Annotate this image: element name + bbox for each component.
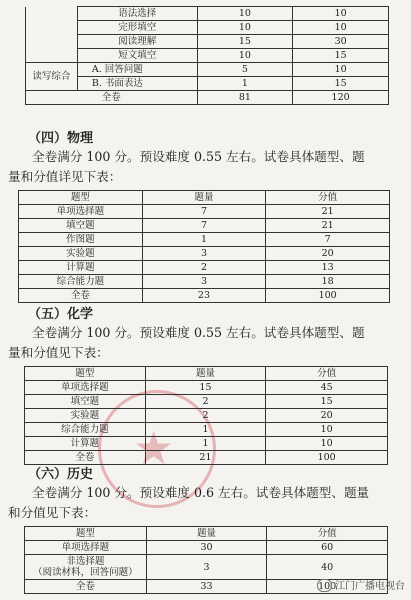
table-cell: 1 [142,233,266,247]
table-cell: 7 [142,205,266,219]
table-cell: 全卷 [25,451,146,465]
table-cell: 40 [267,555,388,580]
table-row [25,423,388,437]
table-cell: 10 [266,423,388,437]
chemistry-paragraph: 全卷满分 100 分。预设难度 0.55 左右。试卷具体题型、题 量和分值见下表： [8,325,365,360]
table-row [19,219,390,233]
table-cell: 3 [146,555,267,580]
table-cell: 单项选择题 [25,541,147,555]
table-cell [26,35,78,49]
table-row [25,409,388,423]
table-row [19,247,390,261]
table-row [25,381,388,395]
table-total-row: 全卷 81 120 [26,91,389,105]
table-cell: 15 [145,381,266,395]
table-row [19,261,390,275]
table-cell: 13 [266,261,390,275]
table-cell: 1 [145,437,266,451]
table-header-row: 题型 题量 分值 [25,367,388,381]
table-row: 完形填空 10 10 [26,21,389,35]
table-cell: 21 [266,205,390,219]
table-cell: 7 [266,233,390,247]
table-cell: 全卷 [25,580,147,594]
table-row: 阅读理解 15 30 [26,35,389,49]
physics-heading: （四）物理 [28,131,94,146]
chemistry-table [24,366,388,465]
table-row: B. 书面表达 1 15 [26,77,389,91]
table-cell: 作图题 [19,233,143,247]
table-row [19,205,390,219]
table-row: 读写综合 A. 回答问题 5 10 [26,63,389,77]
table-cell: 2 [145,409,266,423]
table-row: 语法选择 10 10 [26,7,389,21]
table-cell: 100 [267,580,388,594]
table-cell [26,49,78,63]
table-cell: 综合能力题 [25,423,146,437]
table-cell: 7 [142,219,266,233]
table-cell: 单项选择题 [25,381,146,395]
table-cell: 30 [146,541,267,555]
table-row [25,437,388,451]
table-row: 非选择题 （阅读材料，回答问题） 3 40 [25,555,388,580]
table-cell: 45 [266,381,388,395]
table-cell: 实验题 [25,409,146,423]
table-cell: 15 [266,395,388,409]
group-label: 读写综合 [26,63,78,91]
table-cell: 100 [266,451,388,465]
table-cell: 33 [146,580,267,594]
chemistry-heading: （五）化学 [28,307,94,322]
table-cell: 21 [145,451,266,465]
table-row: 短文填空 10 15 [26,49,389,63]
table-cell [26,21,78,35]
table-header-row: 题型 题量 分值 [25,527,388,541]
history-heading: （六）历史 [28,467,94,482]
table-header-row: 题型 题量 分值 [19,191,390,205]
table-cell: 20 [266,247,390,261]
table-total-row [19,289,390,303]
table-row [19,233,390,247]
table-cell: 计算题 [25,437,146,451]
table-cell: 填空题 [19,219,143,233]
table-cell: 10 [266,437,388,451]
physics-table [18,190,390,303]
history-paragraph: 全卷满分 100 分。预设难度 0.6 左右。试卷具体题型、题量 和分值见下表： [8,485,370,520]
table-cell: 20 [266,409,388,423]
table-cell: 2 [142,261,266,275]
physics-paragraph: 全卷满分 100 分。预设难度 0.55 左右。试卷具体题型、题 量和分值详见下表： [8,149,365,184]
table-cell: 60 [267,541,388,555]
table-cell: 100 [266,289,390,303]
table-row [25,395,388,409]
watermark: 江门广播电视台 [317,577,405,593]
table-cell: 3 [142,275,266,289]
table-cell: 21 [266,219,390,233]
table-cell: 实验题 [19,247,143,261]
table-cell [26,7,78,21]
table-cell: 3 [142,247,266,261]
table-cell: 23 [142,289,266,303]
table-cell: 1 [145,423,266,437]
table-cell: 综合能力题 [19,275,143,289]
english-score-table [25,6,389,105]
table-cell: 填空题 [25,395,146,409]
table-cell: 全卷 [19,289,143,303]
table-cell: 单项选择题 [19,205,143,219]
table-row [25,541,388,555]
wechat-icon [317,579,332,592]
star-icon: ★ [133,421,175,475]
table-cell: 计算题 [19,261,143,275]
table-cell: 18 [266,275,390,289]
table-cell: 2 [145,395,266,409]
table-row [19,275,390,289]
